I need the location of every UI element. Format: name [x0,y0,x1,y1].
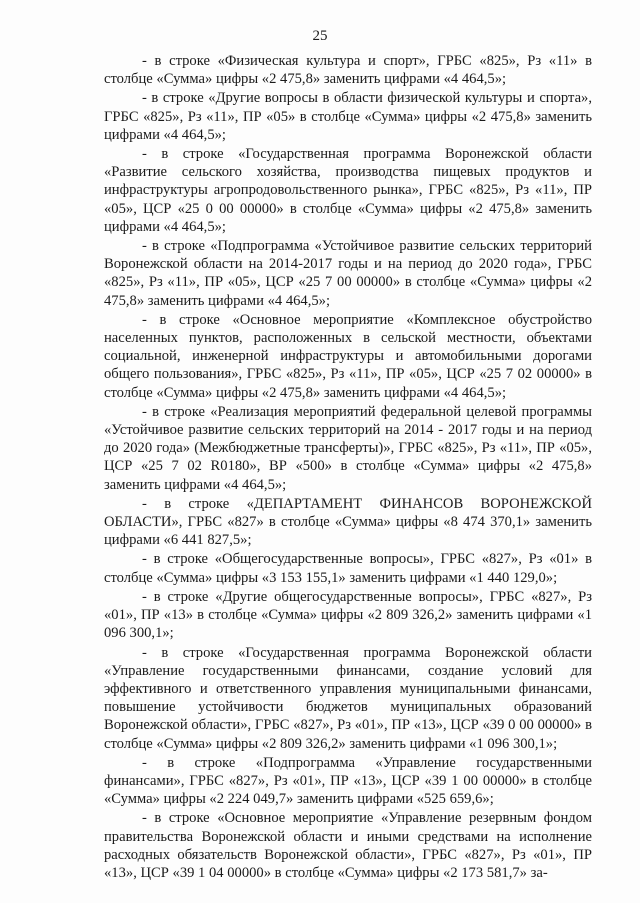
page-number: 25 [312,28,328,44]
paragraph: - в строке «Государственная программа Воронежской области «Развитие сельского хозяйства, производства пищевых продуктов и инфраструктуры агропродовольственного рынка», ГРБС «825», Рз «11», ПР «05», ЦСР «25 0 00 00000» в столбце «Сумма» цифры «2 475,8» заменить цифрами «4 464,5»; [104,146,592,235]
paragraph: - в строке «Подпрограмма «Управление государственными финансами», ГРБС «827», Рз «01», ПР «13», ЦСР «39 1 00 00000» в столбце «Сумма» цифры «2 224 049,7» заменить цифрами «525 659,6»; [104,754,592,808]
paragraph: - в строке «Другие общегосударственные вопросы», ГРБС «827», Рз «01», ПР «13» в столбце «Сумма» цифры «2 809 326,2» заменить цифрами «1 096 300,1»; [104,588,592,642]
paragraph: - в строке «Физическая культура и спорт», ГРБС «825», Рз «11» в столбце «Сумма» цифры «2 475,8» заменить цифрами «4 464,5»; [104,53,592,88]
paragraph: - в строке «Общегосударственные вопросы», ГРБС «827», Рз «01» в столбце «Сумма» цифры «3 153 155,1» заменить цифрами «1 440 129,0»; [104,551,592,586]
paragraph: - в строке «Подпрограмма «Устойчивое развитие сельских территорий Воронежской области на 2014-2017 годы и на период до 2020 года», ГРБС «825», Рз «11», ПР «05», ЦСР «25 7 00 00000» в столбце «Сумма» цифры «2 475,8» заменить цифрами «4 464,5»; [104,238,592,309]
paragraph: - в строке «Государственная программа Воронежской области «Управление государственными финансами, создание условий для эффективного и ответственного управления муниципальными финансами, повышение устойчивости бюджетов муниципальных образований Воронежской области», ГРБС «827», Рз «01», ПР «13», ЦСР «39 0 00 00000» в столбце «Сумма» цифры «2 809 326,2» заменить цифрами «1 096 300,1»; [104,644,592,752]
document-body [104,52,592,882]
paragraph: - в строке «Реализация мероприятий федеральной целевой программы «Устойчивое развитие сельских территорий на 2014 - 2017 годы и на период до 2020 года» (Межбюджетные трансферты)», ГРБС «825», Рз «11», ПР «05», ЦСР «25 7 02 R0180», ВР «500» в столбце «Сумма» цифры «2 475,8» заменить цифрами «4 464,5»; [104,403,592,493]
paragraph: - в строке «Основное мероприятие «Комплексное обустройство населенных пунктов, расположенных в сельской местности, объектами социальной, инженерной инфраструктуры и автомобильными дорогами общего пользования», ГРБС «825», Рз «11», ПР «05», ЦСР «25 7 02 00000» в столбце «Сумма» цифры «2 475,8» заменить цифрами «4 464,5»; [104,311,592,401]
paragraph: - в строке «Другие вопросы в области физической культуры и спорта», ГРБС «825», Рз «11», ПР «05» в столбце «Сумма» цифры «2 475,8» заменить цифрами «4 464,5»; [104,90,592,143]
paragraph: - в строке «ДЕПАРТАМЕНТ ФИНАНСОВ ВОРОНЕЖСКОЙ ОБЛАСТИ», ГРБС «827» в столбце «Сумма» цифры «8 474 370,1» заменить цифрами «6 441 827,5»; [104,495,592,549]
paragraph: - в строке «Основное мероприятие «Управление резервным фондом правительства Воронежской области и иными средствами на исполнение расходных обязательств Воронежской области», ГРБС «827», Рз «01», ПР «13», ЦСР «39 1 04 00000» в столбце «Сумма» цифры «2 173 581,7» за- [104,810,592,881]
